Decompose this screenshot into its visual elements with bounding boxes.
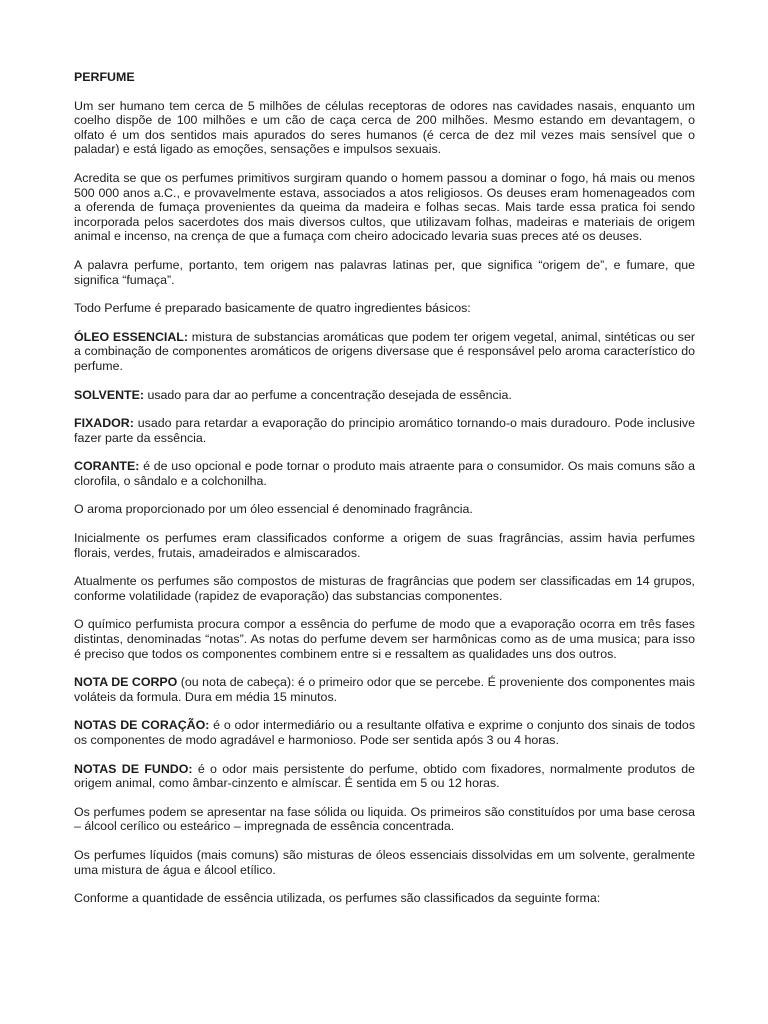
term-label: NOTAS DE FUNDO:: [74, 761, 193, 776]
paragraph-text: usado para retardar a evaporação do principio aromático tornando-o mais duradouro. Pode inclusive fazer parte da essência.: [74, 416, 695, 445]
paragraph: [74, 531, 695, 560]
paragraph-text: mistura de substancias aromáticas que podem ter origem vegetal, animal, sintéticas ou ser a combinação de componentes aromáticos de origens diversase que é responsável pelo aroma característico do perfume.: [74, 329, 695, 373]
paragraph: [74, 416, 695, 445]
paragraph: [74, 459, 695, 488]
paragraph: [74, 301, 695, 316]
paragraph-text: A palavra perfume, portanto, tem origem nas palavras latinas per, que significa “origem de”, e fumare, que significa “fumaça”.: [74, 257, 695, 287]
document-page: [74, 64, 695, 920]
paragraph-text: Os perfumes podem se apresentar na fase sólida ou liquida. Os primeiros são constituídos por uma base cerosa – álcool cerílico ou esteárico – impregnada de essência concentrada.: [74, 804, 695, 834]
paragraph-text: Um ser humano tem cerca de 5 milhões de células receptoras de odores nas cavidades nasais, enquanto um coelho dispõe de 100 milhões e um cão de caça cerca de 200 milhões. Mesmo estando em devantagem, o olfato é um dos sentidos mais apurados do seres humanos (é cerca de dez mil vezes mais sensível que o paladar) e está ligado as emoções, sensações e impulsos sexuais.: [74, 98, 695, 157]
paragraph: [74, 574, 695, 603]
term-label: FIXADOR:: [74, 416, 134, 431]
paragraph: [74, 762, 695, 791]
paragraph-text: Inicialmente os perfumes eram classificados conforme a origem de suas fragrâncias, assim havia perfumes florais, verdes, frutais, amadeirados e almiscarados.: [74, 531, 695, 560]
paragraph: [74, 848, 695, 877]
paragraph-text: é de uso opcional e pode tornar o produto mais atraente para o consumidor. Os mais comuns são a clorofila, o sândalo e a colchonilha.: [74, 459, 695, 488]
paragraph-text: Os perfumes líquidos (mais comuns) são misturas de óleos essenciais dissolvidas em um solvente, geralmente uma mistura de água e álcool etílico.: [74, 847, 695, 877]
document-title: PERFUME: [74, 70, 135, 84]
term-label: CORANTE:: [74, 459, 140, 474]
paragraph-text: é o odor mais persistente do perfume, obtido com fixadores, normalmente produtos de origem animal, como âmbar-cinzento e almíscar. É sentida em 5 ou 12 horas.: [74, 761, 695, 791]
paragraph: [74, 718, 695, 747]
paragraph-text: (ou nota de cabeça): é o primeiro odor que se percebe. É proveniente dos componentes mais voláteis da formula. Dura em média 15 minutos.: [74, 675, 695, 704]
term-label: NOTAS DE CORAÇÃO:: [74, 718, 210, 733]
paragraph-text: Atualmente os perfumes são compostos de misturas de fragrâncias que podem ser classificadas em 14 grupos, conforme volatilidade (rapidez de evaporação) das substancias componentes.: [74, 574, 695, 603]
paragraph: [74, 330, 695, 374]
paragraph: [74, 388, 695, 403]
paragraph: [74, 99, 695, 157]
paragraph-text: Conforme a quantidade de essência utilizada, os perfumes são classificados da seguinte forma:: [74, 891, 601, 906]
paragraph: [74, 258, 695, 287]
paragraph-text: é o odor intermediário ou a resultante olfativa e exprime o conjunto dos sinais de todos os componentes de modo agradável e harmonioso. Pode ser sentida após 3 ou 4 horas.: [74, 718, 696, 747]
paragraph: [74, 171, 695, 244]
paragraph: [74, 805, 695, 834]
paragraph-text: Todo Perfume é preparado basicamente de quatro ingredientes básicos:: [74, 301, 471, 316]
paragraph: [74, 502, 695, 517]
term-label: NOTA DE CORPO: [74, 675, 178, 690]
term-label: SOLVENTE:: [74, 387, 144, 402]
paragraph-text: Acredita se que os perfumes primitivos surgiram quando o homem passou a dominar o fogo, há mais ou menos 500 000 anos a.C., e provavelmente estava, associados a atos religiosos. Os deuses eram homenageados com a oferenda de fumaça provenientes da queima da madeira e folhas secas. Mais tarde essa pratica foi sendo incorporada pelos sacerdotes dos mais diversos cultos, que utilizavam folhas, madeiras e materiais de origem animal e incenso, na crença de que a fumaça com cheiro adocicado levaria suas preces até os deuses.: [74, 170, 695, 244]
paragraph-text: O químico perfumista procura compor a essência do perfume de modo que a evaporação ocorra em três fases distintas, denominadas “notas”. As notas do perfume devem ser harmônicas como as de uma musica; para isso é preciso que todos os componentes combinem entre si e ressaltem as qualidades uns dos outros.: [74, 617, 695, 661]
paragraph-text: usado para dar ao perfume a concentração desejada de essência.: [144, 387, 512, 402]
paragraph: [74, 891, 695, 906]
paragraph-text: O aroma proporcionado por um óleo essencial é denominado fragrância.: [74, 502, 473, 517]
term-label: ÓLEO ESSENCIAL:: [74, 329, 188, 344]
paragraph: [74, 675, 695, 704]
paragraph: [74, 617, 695, 661]
